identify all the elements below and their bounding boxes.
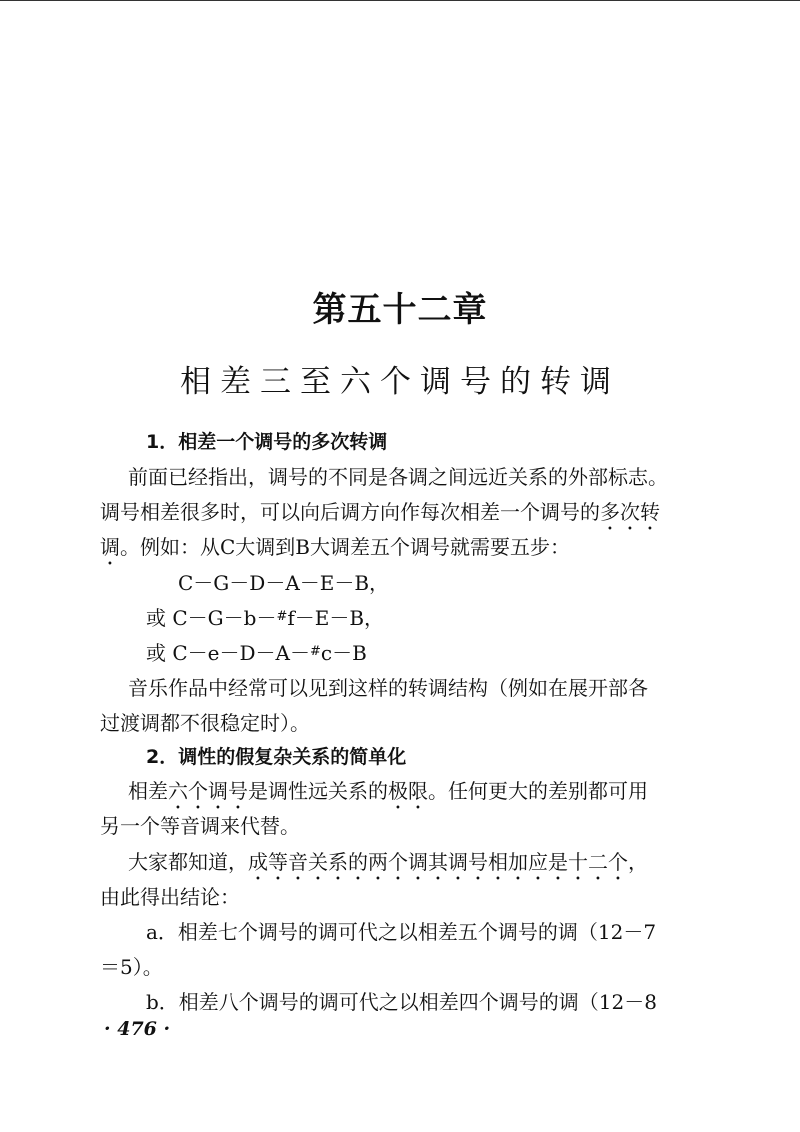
key-sequence-1: C－G－D－A－E－B， — [178, 571, 390, 595]
text-span: 大家都知道， — [128, 850, 248, 874]
section-1-heading: 1．相差一个调号的多次转调 — [146, 431, 388, 453]
paragraph-line — [100, 533, 570, 570]
paragraph-line: 由此得出结论： — [100, 885, 240, 909]
sharp-sign: # — [309, 644, 321, 659]
chapter-title: 相差三至六个调号的转调 — [180, 364, 620, 400]
text-span: f－E－B， — [287, 606, 385, 630]
paragraph-line — [128, 848, 648, 885]
text-span: 。任何更大的差别都可用 — [428, 779, 648, 803]
list-item-a-cont: ＝5）。 — [100, 955, 163, 979]
paragraph-line: 音乐作品中经常可以见到这样的转调结构（例如在展开部各 — [128, 676, 648, 700]
paragraph-line — [128, 777, 648, 814]
sharp-sign: # — [276, 609, 288, 624]
emphasized-text: 成等音关系的两个调其调号相加应是十二个 — [248, 850, 628, 874]
key-sequence-3 — [146, 638, 367, 667]
emphasized-text: 六个调号 — [168, 779, 248, 803]
text-span: 是调性远关系的 — [248, 779, 388, 803]
text-span: 。例如：从C大调到B大调差五个调号就需要五步： — [120, 535, 570, 559]
emphasized-text: 调 — [100, 535, 120, 559]
list-item-b: b．相差八个调号的调可代之以相差四个调号的调（12－8 — [146, 990, 657, 1014]
emphasized-text: 极限 — [388, 779, 428, 803]
page-number: · 476 · — [104, 1018, 171, 1040]
paragraph-line: 过渡调都不很稳定时）。 — [100, 711, 310, 735]
list-item-a: a．相差七个调号的调可代之以相差五个调号的调（12－7 — [146, 920, 657, 944]
section-2-heading: 2．调性的假复杂关系的简单化 — [146, 746, 407, 768]
text-span: ， — [628, 850, 648, 874]
text-span: c－B — [320, 641, 367, 665]
key-sequence-2 — [146, 603, 384, 632]
top-border — [0, 0, 800, 1]
text-span: 或 C－G－b－ — [146, 606, 277, 630]
chapter-heading: 第五十二章 — [312, 290, 488, 330]
text-span: 调号相差很多时，可以向后调方向作每次相差一个调号的 — [100, 500, 600, 524]
paragraph-line: 前面已经指出，调号的不同是各调之间远近关系的外部标志。 — [128, 465, 668, 489]
paragraph-line: 另一个等音调来代替。 — [100, 814, 300, 838]
text-span: 相差 — [128, 779, 168, 803]
paragraph-line — [100, 498, 660, 535]
emphasized-text: 多次转 — [600, 500, 660, 524]
text-span: 或 C－e－D－A－ — [146, 641, 310, 665]
